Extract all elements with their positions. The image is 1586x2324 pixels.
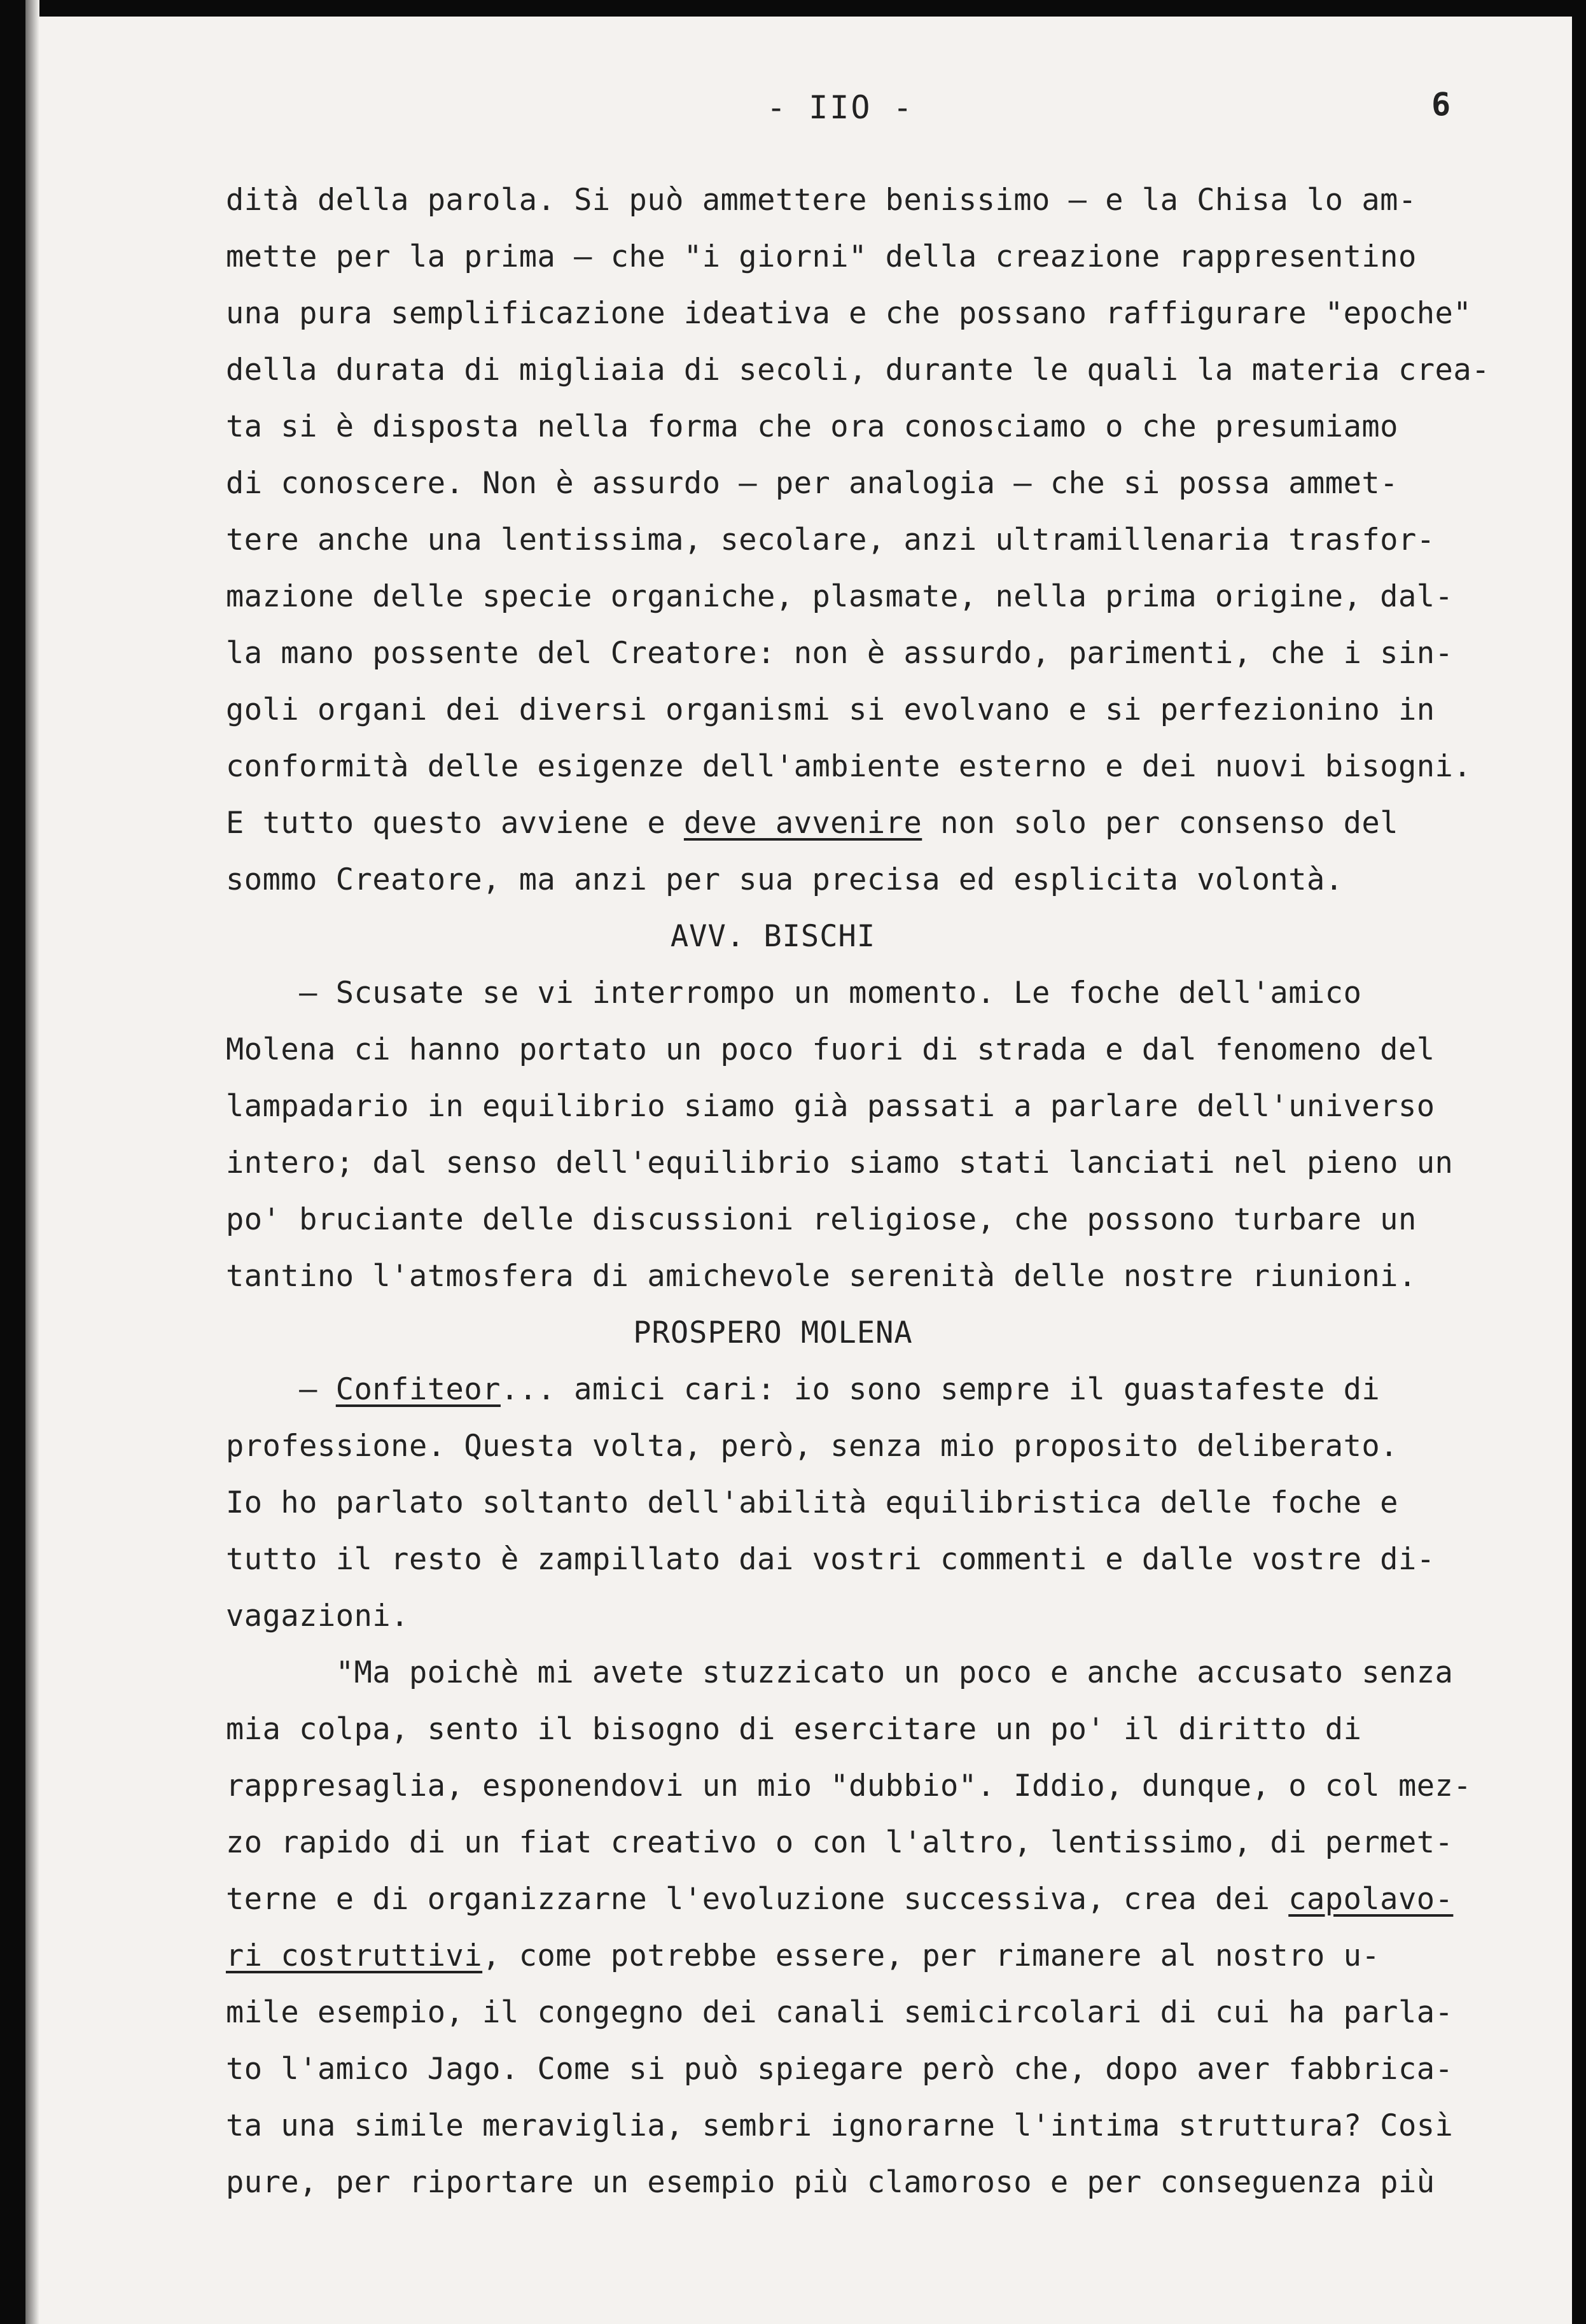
underlined-text: deve avvenire [683,806,922,841]
speaker-heading: PROSPERO MOLENA [633,1315,913,1350]
text-line: Molena ci hanno portato un poco fuori di strada e dal fenomeno del [226,1032,1435,1067]
text-segment: ... amici cari: io sono sempre il guastafeste di [500,1372,1381,1407]
text-segment: terne e di organizzarne l'evoluzione successiva, crea dei [226,1882,1289,1917]
text-segment: , come potrebbe essere, per rimanere al nostro u- [482,1938,1381,1973]
text-segment: non solo per consenso del [922,806,1398,841]
underlined-text: capolavo- [1288,1882,1454,1917]
text-line: — Scusate se vi interrompo un momento. Le foche dell'amico [226,976,1362,1011]
text-segment: — [226,1372,336,1407]
text-line: goli organi dei diversi organismi si evolvano e si perfezionino in [226,692,1435,727]
text-line: tutto il resto è zampillato dai vostri commenti e dalle vostre di- [226,1542,1435,1577]
scan-border-right [1572,0,1586,2324]
text-line: tantino l'atmosfera di amichevole serenità delle nostre riunioni. [226,1259,1417,1294]
text-line: intero; dal senso dell'equilibrio siamo stati lanciati nel pieno un [226,1145,1454,1180]
text-line: rappresaglia, esponendovi un mio "dubbio". Iddio, dunque, o col mez- [226,1768,1472,1803]
text-line [226,1928,1562,1984]
text-line [226,795,1562,851]
text-line: mette per la prima — che "i giorni" della creazione rappresentino [226,239,1417,274]
text-line: Io ho parlato soltanto dell'abilità equilibristica delle foche e [226,1485,1398,1520]
text-line: "Ma poichè mi avete stuzzicato un poco e anche accusato senza [226,1655,1454,1690]
text-line: pure, per riportare un esempio più clamoroso e per conseguenza più [226,2165,1435,2200]
text-segment: E tutto questo avviene e [226,806,684,841]
text-line: ta una simile meraviglia, sembri ignorarne l'intima struttura? Così [226,2108,1454,2143]
text-line [226,1871,1562,1928]
text-line: lampadario in equilibrio siamo già passati a parlare dell'universo [226,1089,1435,1124]
text-line: professione. Questa volta, però, senza mio proposito deliberato. [226,1429,1398,1464]
text-line [226,1361,1562,1418]
text-line: mile esempio, il congegno dei canali semicircolari di cui ha parla- [226,1995,1454,2030]
text-line: mazione delle specie organiche, plasmate, nella prima origine, dal- [226,579,1454,614]
text-line: una pura semplificazione ideativa e che possano raffigurare "epoche" [226,296,1472,331]
text-line: po' bruciante delle discussioni religiose, che possono turbare un [226,1202,1417,1237]
text-line: conformità delle esigenze dell'ambiente esterno e dei nuovi bisogni. [226,749,1472,784]
underlined-text: ri costruttivi [226,1938,483,1973]
text-line: la mano possente del Creatore: non è assurdo, parimenti, che i sin- [226,636,1454,671]
text-line: di conoscere. Non è assurdo — per analogia — che si possa ammet- [226,466,1398,501]
page-number: 6 [1431,86,1451,123]
text-line: della durata di migliaia di secoli, durante le quali la materia crea- [226,353,1490,388]
text-line: vagazioni. [226,1599,409,1634]
document-body [226,172,1562,2211]
speaker-heading: AVV. BISCHI [670,919,876,954]
text-line: zo rapido di un fiat creativo o con l'altro, lentissimo, di permet- [226,1825,1454,1860]
text-line: tere anche una lentissima, secolare, anzi ultramillenaria trasfor- [226,522,1435,557]
underlined-text: Confiteor [335,1372,501,1407]
page-header-title: - IIO - [767,89,914,126]
text-line: dità della parola. Si può ammettere benissimo — e la Chisa lo am- [226,183,1417,218]
text-line: to l'amico Jago. Come si può spiegare però che, dopo aver fabbrica- [226,2052,1454,2087]
text-line: mia colpa, sento il bisogno di esercitare un po' il diritto di [226,1712,1362,1747]
text-line: sommo Creatore, ma anzi per sua precisa ed esplicita volontà. [226,862,1344,897]
text-line: ta si è disposta nella forma che ora conosciamo o che presumiamo [226,409,1398,444]
scan-border-top [0,0,1586,17]
scan-border-shadow [25,0,39,2324]
scan-border-left [0,0,25,2324]
